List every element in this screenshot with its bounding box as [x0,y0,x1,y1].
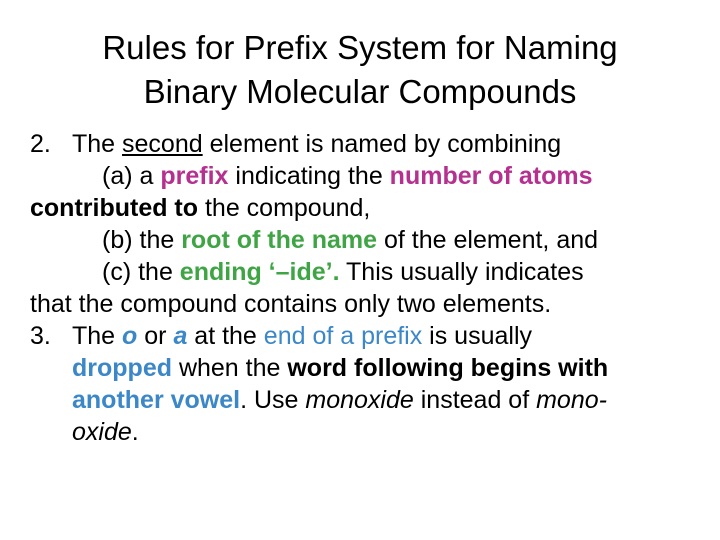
slide-body [30,128,710,448]
highlight-prefix: prefix [160,162,229,190]
slide-title [0,26,720,114]
highlight-ending-ide: ending ‘–ide’. [179,258,340,286]
highlight-number-of-atoms: number of atoms [389,162,593,190]
highlight-dropped: dropped [72,354,172,382]
rule-3-line-1: 3. The o or a at the end of a prefix is usually [30,322,532,350]
rule-3-line-2: dropped when the word following begins with [72,354,609,382]
example-monoxide: monoxide [305,386,414,414]
rule-2-line-1: 2. The second element is named by combining [30,130,562,158]
example-mono: mono- [536,386,607,414]
title-line-1: Rules for Prefix System for Naming [102,29,618,66]
rule-3-number: 3. [30,322,51,350]
highlight-root-of-name: root of the name [181,226,378,254]
rule-3-line-4: oxide. [72,418,139,446]
rule-2-item-b: (b) the root of the name of the element, and [102,226,599,254]
highlight-word-following: word following begins with [287,354,609,382]
rule-2-item-a: (a) a prefix indicating the number of atoms [102,162,593,190]
title-line-2: Binary Molecular Compounds [143,73,577,110]
highlight-o: o [122,322,138,350]
highlight-a: a [173,322,188,350]
highlight-another-vowel: another vowel [72,386,241,414]
rule-2-item-c-cont: that the compound contains only two elements. [30,290,552,318]
rule-3-line-3: another vowel. Use monoxide instead of mono- [72,386,607,414]
rule-2-item-c: (c) the ending ‘–ide’. This usually indicates [102,258,584,286]
rule-2-item-a-cont: contributed to the compound, [30,194,371,222]
highlight-contributed-to: contributed to [30,194,199,222]
rule-2-number: 2. [30,130,51,158]
highlight-end-of-prefix: end of a prefix [263,322,423,350]
emphasis-second: second [122,130,203,158]
example-oxide: oxide [72,418,132,446]
